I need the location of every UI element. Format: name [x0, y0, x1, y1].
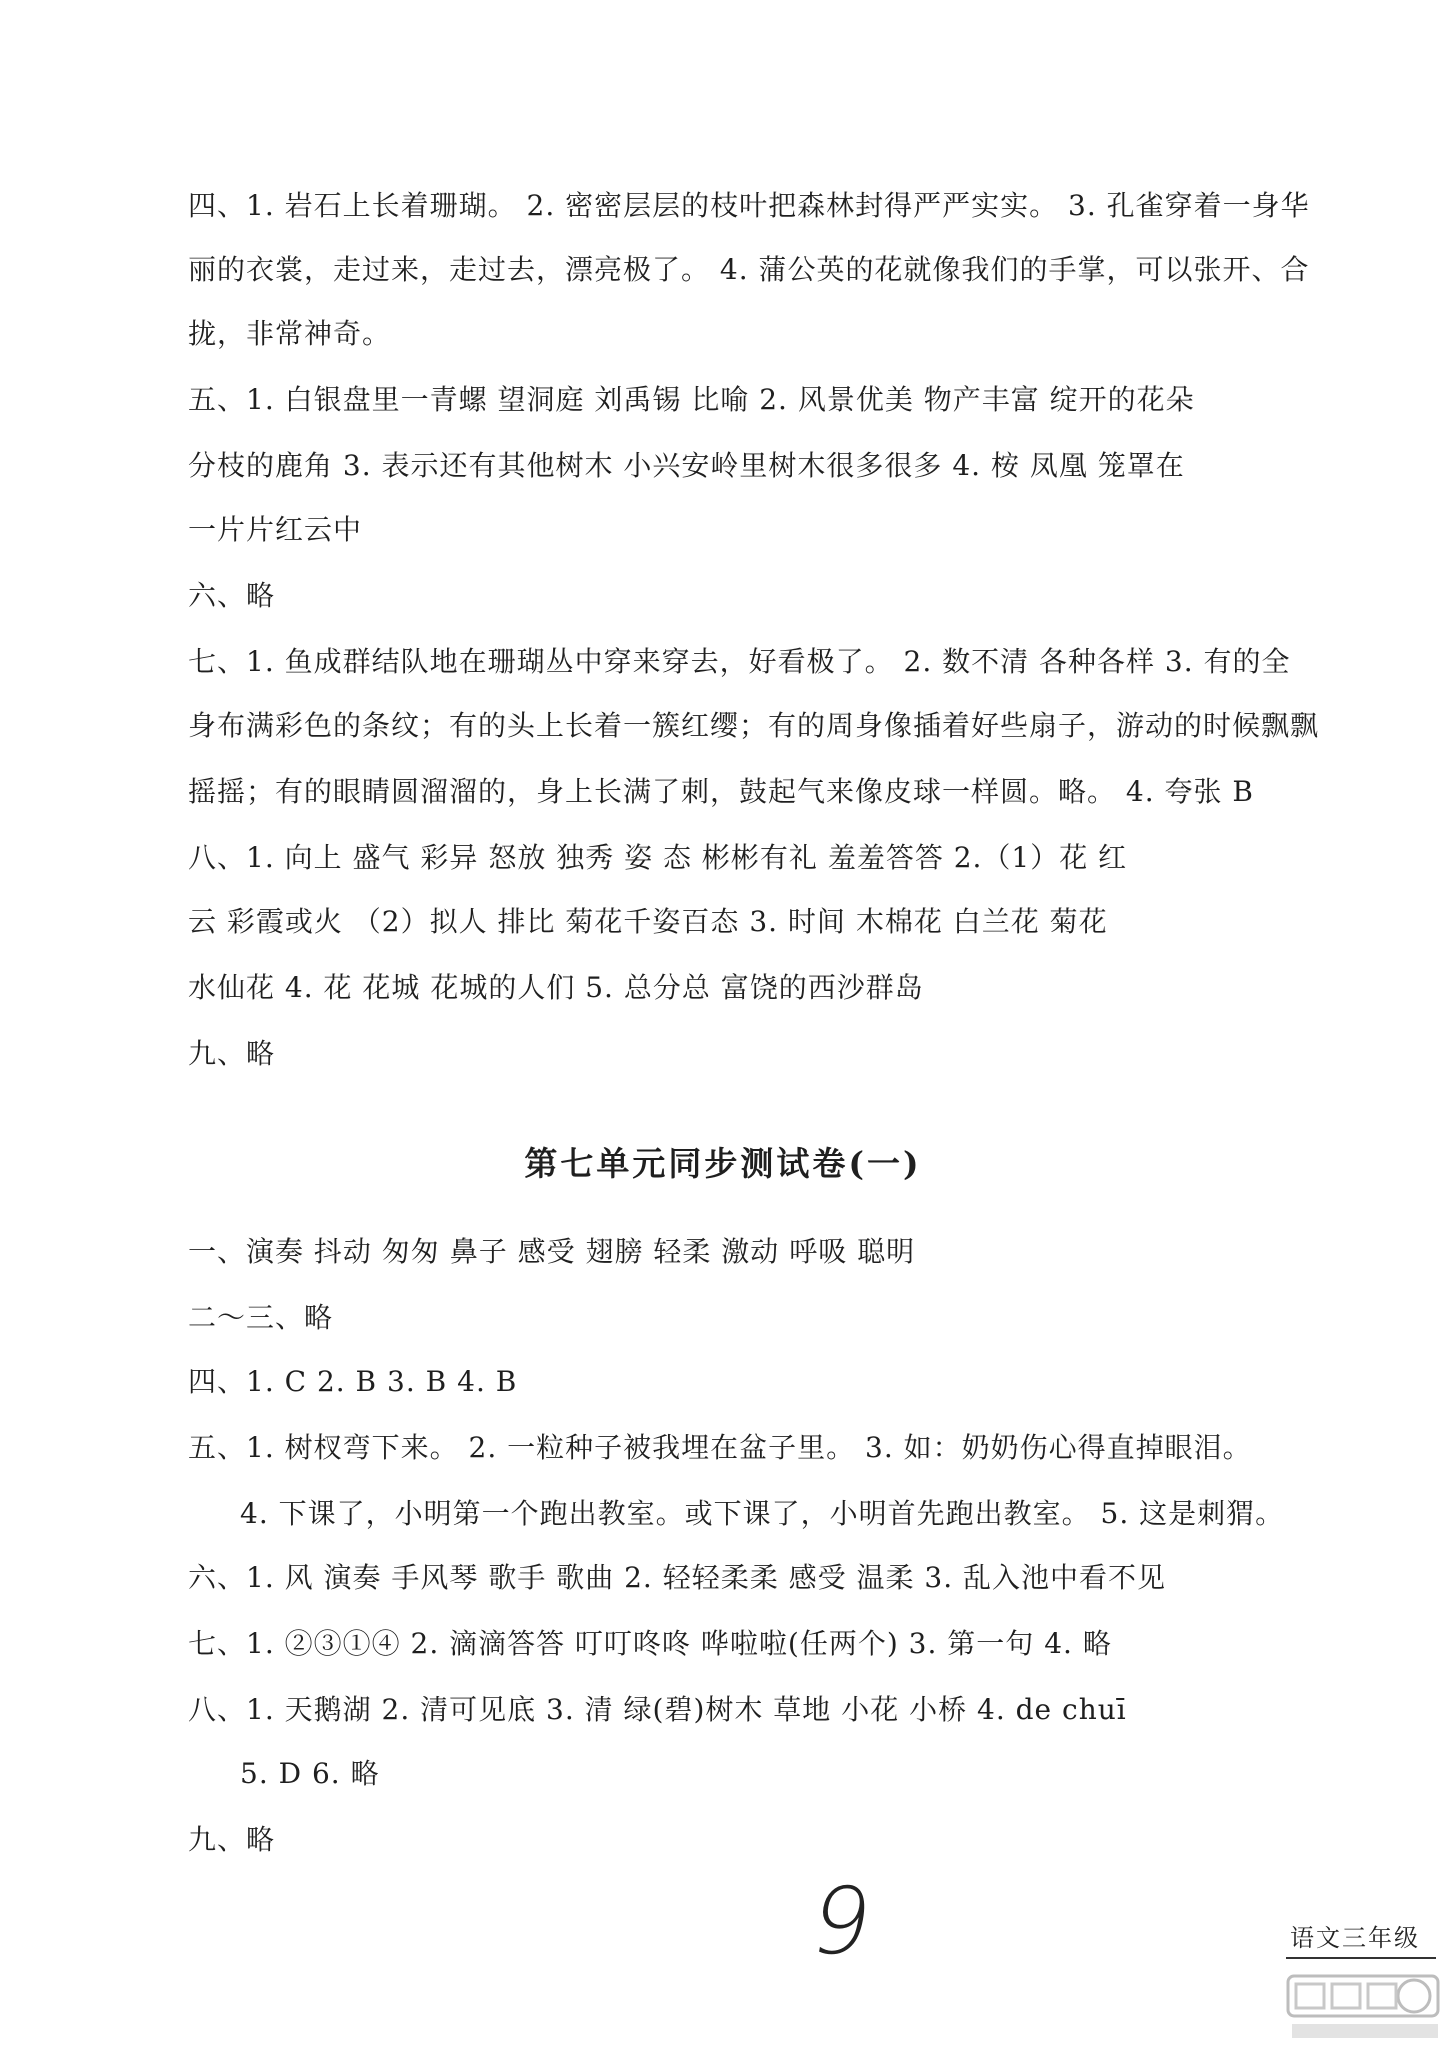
- answer-line: 拢，非常神奇。: [188, 317, 392, 350]
- answer-line: 一、演奏 抖动 匆匆 鼻子 感受 翅膀 轻柔 激动 呼吸 聪明: [188, 1235, 916, 1268]
- answer-line: 摇摇；有的眼睛圆溜溜的，身上长满了刺，鼓起气来像皮球一样圆。略。 4. 夸张 B: [188, 775, 1254, 808]
- answer-line: 五、1. 白银盘里一青螺 望洞庭 刘禹锡 比喻 2. 风景优美 物产丰富 绽开的花朵: [188, 383, 1195, 416]
- section-title: 第七单元同步测试卷(一): [524, 1144, 922, 1183]
- answer-line: 六、1. 风 演奏 手风琴 歌手 歌曲 2. 轻轻柔柔 感受 温柔 3. 乱入池中看不见: [188, 1561, 1167, 1594]
- answer-line: 4. 下课了，小明第一个跑出教室。或下课了，小明首先跑出教室。 5. 这是刺猬。: [240, 1497, 1285, 1530]
- footer-rule: [1286, 1957, 1436, 1959]
- answer-line: 一片片红云中: [188, 513, 363, 546]
- answer-line: 云 彩霞或火 （2）拟人 排比 菊花千姿百态 3. 时间 木棉花 白兰花 菊花: [188, 905, 1108, 938]
- answer-line: 六、略: [188, 579, 276, 612]
- answer-line: 二～三、略: [188, 1301, 334, 1334]
- answer-line: 七、1. ②③①④ 2. 滴滴答答 叮叮咚咚 哗啦啦(任两个) 3. 第一句 4. 略: [188, 1627, 1112, 1660]
- answer-line: 分枝的鹿角 3. 表示还有其他树木 小兴安岭里树木很多很多 4. 桉 凤凰 笼罩在: [188, 449, 1185, 482]
- answer-line: 水仙花 4. 花 花城 花城的人们 5. 总分总 富饶的西沙群岛: [188, 971, 924, 1004]
- answer-line: 丽的衣裳，走过来，走过去，漂亮极了。 4. 蒲公英的花就像我们的手掌，可以张开、合: [188, 253, 1310, 286]
- answer-line: 七、1. 鱼成群结队地在珊瑚丛中穿来穿去，好看极了。 2. 数不清 各种各样 3. 有的全: [188, 645, 1291, 678]
- answer-line: 身布满彩色的条纹；有的头上长着一簇红缨；有的周身像插着好些扇子，游动的时候飘飘: [188, 709, 1320, 742]
- answer-line: 八、1. 向上 盛气 彩异 怒放 独秀 姿 态 彬彬有礼 羞羞答答 2.（1）花 红: [188, 841, 1128, 874]
- answer-line: 5. D 6. 略: [240, 1757, 380, 1790]
- answer-line: 九、略: [188, 1823, 276, 1856]
- answer-line: 四、1. C 2. B 3. B 4. B: [188, 1365, 518, 1398]
- answer-line: 五、1. 树杈弯下来。 2. 一粒种子被我埋在盆子里。 3. 如：奶奶伤心得直掉眼泪。: [188, 1431, 1252, 1464]
- answer-line: 八、1. 天鹅湖 2. 清可见底 3. 清 绿(碧)树木 草地 小花 小桥 4. de chuī: [188, 1693, 1127, 1726]
- answer-line: 九、略: [188, 1037, 276, 1070]
- footer-label: 语文三年级: [1290, 1924, 1420, 1952]
- answer-line: 四、1. 岩石上长着珊瑚。 2. 密密层层的枝叶把森林封得严严实实。 3. 孔雀穿着一身华: [188, 189, 1310, 222]
- watermark-logo: [1282, 1968, 1446, 2045]
- handwritten-page-number: 9: [802, 1868, 880, 1975]
